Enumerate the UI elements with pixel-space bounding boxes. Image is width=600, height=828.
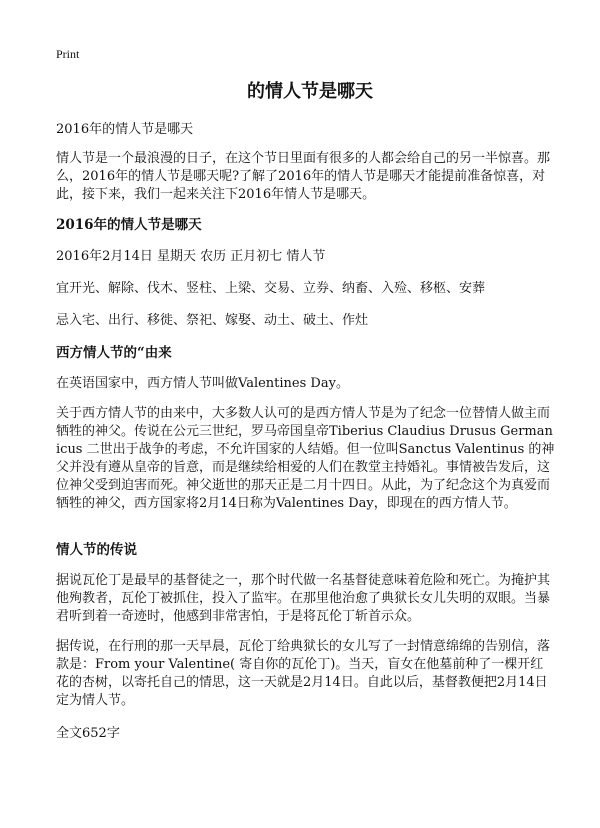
avoid-activities: 忌入宅、出行、移徙、祭祀、嫁娶、动土、破土、作灶 [56, 313, 369, 328]
origin-paragraph: 关于西方情人节的由来中，大多数人认可的是西方情人节是为了纪念一位替情人做主而牺牲的神父。传说在公元三世纪，罗马帝国皇帝Tiberius Claudius Drusus Germanicus 二世出于战争的考虑，不允许国家的人结婚。但一位叫Sanctus Valentinus 的神父并没有遵从皇帝的旨意，而是继续给相爱的人们在教堂主持婚礼。事情被告发后，这位神父受到迫害而死。神父逝世的那天正是二月十四日。从此，为了纪念这个为真爱而牺牲的神父，西方国家将2月14日称为Valentines Day，即现在的西方情人节。 [56, 406, 555, 511]
section-heading-origin: 西方情人节的“由来 [56, 345, 172, 361]
print-link[interactable]: Print [56, 47, 80, 61]
name-line: 在英语国家中，西方情人节叫做Valentines Day。 [56, 376, 349, 391]
section-heading-date: 2016年的情人节是哪天 [56, 217, 202, 233]
legend-paragraph-2: 据传说，在行刑的那一天早晨，瓦伦丁给典狱长的女儿写了一封情意绵绵的告别信，落款是：From your Valentine( 寄自你的瓦伦丁)。当天，盲女在他墓前种了一棵开红花的杏树，以寄托自己的情思，这一天就是2月14日。自此以后，基督教便把2月14日定为情人节。 [56, 639, 551, 708]
suitable-activities: 宜开光、解除、伐木、竖柱、上梁、交易、立券、纳畜、入殓、移柩、安葬 [56, 281, 486, 296]
intro-paragraph: 情人节是一个最浪漫的日子，在这个节日里面有很多的人都会给自己的另一半惊喜。那么，2016年的情人节是哪天呢?了解了2016年的情人节是哪天才能提前准备惊喜，对此，接下来，我们一起来关注下2016年情人节是哪天。 [56, 151, 551, 202]
page-title: 的情人节是哪天 [247, 81, 373, 102]
section-heading-legend: 情人节的传说 [56, 542, 137, 558]
legend-paragraph-1: 据说瓦伦丁是最早的基督徒之一，那个时代做一名基督徒意味着危险和死亡。为掩护其他殉教者，瓦伦丁被抓住，投入了监牢。在那里他治愈了典狱长女儿失明的双眼。当暴君听到着一奇迹时，他感到非常害怕，于是将瓦伦丁斩首示众。 [56, 573, 551, 624]
date-line: 2016年2月14日 星期天 农历 正月初七 情人节 [56, 249, 326, 264]
intro-line: 2016年的情人节是哪天 [56, 122, 194, 137]
word-count: 全文652字 [56, 726, 120, 741]
